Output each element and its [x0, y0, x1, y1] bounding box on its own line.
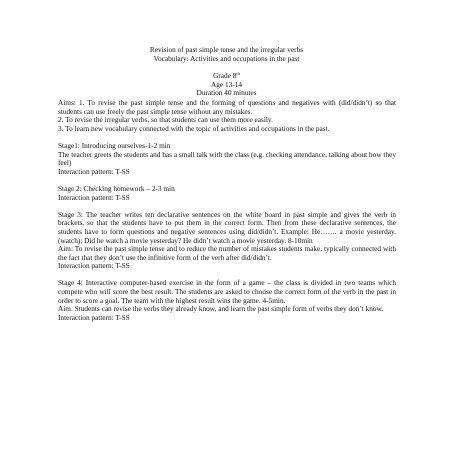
stage-2-interaction-pattern: Interaction pattern: T-SS: [58, 192, 130, 202]
lesson-plan-body: [58, 99, 396, 322]
lesson-title: Revision of past simple tense and the irregular verbs: [149, 45, 304, 54]
stage-3-aim: Aim: To revise the past simple tense and to reduce the number of mistakes students make, typically connected with the fact that they don’t use the infinitive form of the verb after did/didn’t.: [58, 244, 396, 262]
lesson-title-block: [60, 46, 393, 63]
stage-1-title: Stage1: Introducing ourselves-1-2 min: [58, 140, 171, 150]
stage-1-description: The teacher greets the students and has a small talk with the class (e.g. checking attendance, talking about how they feel): [58, 149, 396, 168]
aims-section: [58, 99, 396, 133]
stage-4-description: Stage 4: Interactive computer-based exercise in the form of a game – the class is divided in two teams which compete who will score the best result. The students are asked to choose the correct form of the verb in the past in order to score a goal. The team with the highest result wins the game. 4-5min.: [58, 278, 396, 305]
stage-2-title: Stage 2: Checking homework – 2-3 min: [58, 183, 175, 193]
duration-label: Duration 40 minutes: [196, 88, 257, 98]
vocabulary-topic: Vocabulary: Activities and occupations in the past: [153, 53, 300, 63]
age-label: Age 13-14: [210, 79, 242, 89]
stage-1-section: [58, 142, 396, 176]
stage-3-section: [58, 211, 396, 271]
stage-1-interaction-pattern: Interaction pattern: T-SS: [58, 166, 130, 176]
aims-paragraph-2: 2. To revise the irregular verbs, so that students can use them more easily.: [58, 115, 273, 125]
stage-4-interaction-pattern: Interaction pattern: T-SS: [58, 312, 130, 322]
stage-3-description: Stage 3: The teacher writes ten declarative sentences on the white board in past simple and gives the verb in brackets, so that the students have to put them in the correct form. Then from these declarative sentences, the students have to form questions and negative sentences using did/didn’t. Example: He……. a movie yesterday. (watch); Did he watch a movie yesterday? He didn’t watch a movie yesterday. 8-10min: [58, 209, 396, 245]
grade-text: Grade 8: [213, 71, 237, 80]
stage-4-aim: Aim. Students can revise the verbs they already know, and learn the past simple form of verbs they don’t know.: [58, 304, 384, 314]
stage-2-section: [58, 185, 396, 202]
aims-paragraph-3: 3. To learn new vocabulary connected with the topic of activities and occupations in the past.: [58, 123, 330, 133]
grade-superscript: th: [236, 71, 240, 76]
stage-3-interaction-pattern: Interaction pattern: T-SS: [58, 261, 130, 271]
aims-paragraph-1: Aims: 1. To revise the past simple tense and the forming of questions and negatives with (did/didn’t) so that students can use freely the past simple tense without any mistakes.: [58, 98, 396, 116]
class-info-block: [60, 72, 393, 98]
stage-4-section: [58, 279, 396, 322]
